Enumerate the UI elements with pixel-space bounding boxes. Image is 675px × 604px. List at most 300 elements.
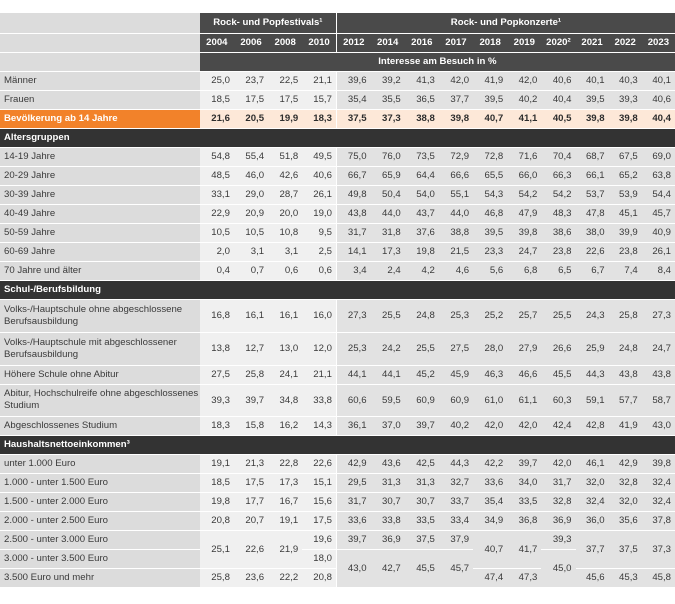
value-cell: 45,6 [576, 568, 609, 587]
value-cell: 15,8 [234, 416, 268, 435]
value-cell: 17,3 [268, 473, 302, 492]
header-group-row [0, 13, 675, 33]
table-row [0, 511, 675, 530]
value-cell: 67,5 [609, 147, 642, 166]
value-cell: 65,5 [473, 166, 507, 185]
year-header: 2019 [507, 33, 541, 52]
value-cell: 37,5 [609, 530, 642, 568]
value-cell: 25,5 [541, 299, 575, 332]
section-row [0, 435, 675, 454]
year-header: 2012 [336, 33, 370, 52]
value-cell: 35,4 [473, 492, 507, 511]
value-cell: 30,7 [405, 492, 439, 511]
value-cell: 21,3 [234, 454, 268, 473]
value-cell: 43,8 [642, 365, 675, 384]
table-row [0, 530, 675, 549]
row-label: 1.000 - unter 1.500 Euro [0, 473, 200, 492]
value-cell: 63,8 [642, 166, 675, 185]
row-label: 14-19 Jahre [0, 147, 200, 166]
value-cell: 23,7 [234, 71, 268, 90]
value-cell: 59,5 [371, 384, 405, 416]
value-cell: 54,3 [473, 185, 507, 204]
value-cell: 2,4 [371, 261, 405, 280]
value-cell: 46,8 [473, 204, 507, 223]
value-cell: 5,6 [473, 261, 507, 280]
row-label: 3.000 - unter 3.500 Euro [0, 549, 200, 568]
year-header: 2018 [473, 33, 507, 52]
value-cell: 24,7 [507, 242, 541, 261]
value-cell: 42,0 [507, 416, 541, 435]
value-cell: 38,0 [576, 223, 609, 242]
value-cell: 22,2 [268, 568, 302, 587]
value-cell: 54,8 [200, 147, 234, 166]
value-cell: 36,9 [371, 530, 405, 549]
value-cell: 20,7 [234, 511, 268, 530]
value-cell: 43,8 [609, 365, 642, 384]
value-cell: 36,5 [405, 90, 439, 109]
value-cell: 60,6 [336, 384, 370, 416]
value-cell: 44,0 [439, 204, 473, 223]
row-label: 20-29 Jahre [0, 166, 200, 185]
value-cell: 47,8 [576, 204, 609, 223]
value-cell: 60,9 [439, 384, 473, 416]
header-corner [0, 52, 200, 71]
value-cell: 66,0 [507, 166, 541, 185]
table-row [0, 223, 675, 242]
value-cell: 32,4 [642, 473, 675, 492]
row-label: Frauen [0, 90, 200, 109]
value-cell: 10,8 [268, 223, 302, 242]
value-cell: 2,5 [302, 242, 336, 261]
value-cell: 54,2 [507, 185, 541, 204]
row-label: 70 Jahre und älter [0, 261, 200, 280]
year-header: 2006 [234, 33, 268, 52]
row-label: Abgeschlossenes Studium [0, 416, 200, 435]
value-cell: 42,4 [541, 416, 575, 435]
value-cell: 31,7 [336, 492, 370, 511]
value-cell: 16,0 [302, 299, 336, 332]
value-cell: 55,1 [439, 185, 473, 204]
value-cell: 29,5 [336, 473, 370, 492]
value-cell: 43,8 [336, 204, 370, 223]
value-cell: 34,0 [507, 473, 541, 492]
value-cell: 4,2 [405, 261, 439, 280]
value-cell: 45,1 [609, 204, 642, 223]
value-cell: 68,7 [576, 147, 609, 166]
value-cell: 21,1 [302, 365, 336, 384]
value-cell: 49,8 [336, 185, 370, 204]
value-cell: 39,7 [336, 530, 370, 549]
value-cell: 29,0 [234, 185, 268, 204]
value-cell: 43,6 [371, 454, 405, 473]
value-cell: 17,7 [234, 492, 268, 511]
value-cell: 44,1 [371, 365, 405, 384]
value-cell: 35,4 [336, 90, 370, 109]
value-cell: 32,8 [541, 492, 575, 511]
header-subtitle-row [0, 52, 675, 71]
value-cell: 32,4 [576, 492, 609, 511]
value-cell: 16,1 [268, 299, 302, 332]
value-cell: 27,9 [507, 332, 541, 365]
value-cell: 73,5 [405, 147, 439, 166]
value-cell: 23,8 [541, 242, 575, 261]
value-cell: 39,5 [576, 90, 609, 109]
value-cell: 32,7 [439, 473, 473, 492]
table-row [0, 365, 675, 384]
group-concerts-header: Rock- und Popkonzerte¹ [336, 13, 675, 33]
value-cell: 22,6 [576, 242, 609, 261]
value-cell: 75,0 [336, 147, 370, 166]
value-cell: 20,5 [234, 109, 268, 128]
value-cell: 23,8 [609, 242, 642, 261]
value-cell: 33,5 [507, 492, 541, 511]
value-cell: 39,7 [405, 416, 439, 435]
value-cell: 32,0 [609, 492, 642, 511]
year-header: 2014 [371, 33, 405, 52]
year-header: 2021 [576, 33, 609, 52]
value-cell: 25,8 [609, 299, 642, 332]
header-corner [0, 33, 200, 52]
value-cell: 66,3 [541, 166, 575, 185]
value-cell: 19,1 [268, 511, 302, 530]
value-cell: 40,3 [609, 71, 642, 90]
table-row [0, 299, 675, 332]
value-cell: 28,0 [473, 332, 507, 365]
value-cell: 41,9 [473, 71, 507, 90]
value-cell: 8,4 [642, 261, 675, 280]
value-cell: 40,1 [576, 71, 609, 90]
value-cell: 45,5 [541, 365, 575, 384]
value-cell: 46,3 [473, 365, 507, 384]
value-cell: 39,3 [541, 530, 575, 549]
value-cell: 39,2 [371, 71, 405, 90]
row-label: 40-49 Jahre [0, 204, 200, 223]
value-cell: 48,3 [541, 204, 575, 223]
value-cell: 42,9 [336, 454, 370, 473]
value-cell: 69,0 [642, 147, 675, 166]
value-cell: 0,6 [302, 261, 336, 280]
year-header: 2017 [439, 33, 473, 52]
value-cell: 71,6 [507, 147, 541, 166]
value-cell: 33,5 [405, 511, 439, 530]
header-corner [0, 13, 200, 33]
value-cell: 6,7 [576, 261, 609, 280]
value-cell: 19,9 [268, 109, 302, 128]
value-cell: 0,4 [200, 261, 234, 280]
value-cell: 33,6 [336, 511, 370, 530]
value-cell: 28,7 [268, 185, 302, 204]
value-cell: 31,7 [336, 223, 370, 242]
value-cell: 37,5 [336, 109, 370, 128]
value-cell: 0,6 [268, 261, 302, 280]
section-header: Altersgruppen [0, 128, 675, 147]
value-cell: 48,5 [200, 166, 234, 185]
value-cell: 41,9 [609, 416, 642, 435]
table-row [0, 90, 675, 109]
value-cell: 25,3 [439, 299, 473, 332]
value-cell: 24,3 [576, 299, 609, 332]
value-cell: 60,3 [541, 384, 575, 416]
value-cell: 38,8 [405, 109, 439, 128]
value-cell: 14,3 [302, 416, 336, 435]
header-years-row [0, 33, 675, 52]
value-cell: 47,3 [507, 568, 541, 587]
value-cell: 40,6 [541, 71, 575, 90]
value-cell: 51,8 [268, 147, 302, 166]
value-cell: 42,6 [268, 166, 302, 185]
value-cell: 40,6 [642, 90, 675, 109]
value-cell: 13,8 [200, 332, 234, 365]
value-cell: 16,7 [268, 492, 302, 511]
value-cell: 61,1 [507, 384, 541, 416]
value-cell: 39,3 [200, 384, 234, 416]
value-cell: 53,9 [609, 185, 642, 204]
value-cell: 15,1 [302, 473, 336, 492]
value-cell: 20,0 [268, 204, 302, 223]
table-row [0, 204, 675, 223]
value-cell: 3,1 [234, 242, 268, 261]
value-cell: 40,9 [642, 223, 675, 242]
value-cell: 16,8 [200, 299, 234, 332]
year-header: 2023 [642, 33, 675, 52]
value-cell: 37,5 [405, 530, 439, 549]
value-cell: 40,6 [302, 166, 336, 185]
group-festivals-header: Rock- und Popfestivals¹ [200, 13, 337, 33]
value-cell: 44,1 [336, 365, 370, 384]
year-header: 2004 [200, 33, 234, 52]
value-cell: 24,1 [268, 365, 302, 384]
value-cell: 40,7 [473, 109, 507, 128]
value-cell: 34,9 [473, 511, 507, 530]
value-cell: 21,6 [200, 109, 234, 128]
value-cell: 47,9 [507, 204, 541, 223]
value-cell: 22,6 [302, 454, 336, 473]
value-cell: 37,9 [439, 530, 473, 549]
value-cell: 42,7 [371, 549, 405, 587]
value-cell: 27,5 [200, 365, 234, 384]
value-cell: 20,9 [234, 204, 268, 223]
value-cell: 25,3 [336, 332, 370, 365]
row-label: Volks-/Hauptschule mit abgeschlossener Berufsausbildung [0, 332, 200, 365]
value-cell: 57,7 [609, 384, 642, 416]
value-cell: 15,6 [302, 492, 336, 511]
value-cell: 33,8 [371, 511, 405, 530]
value-cell: 42,2 [473, 454, 507, 473]
year-header: 2008 [268, 33, 302, 52]
value-cell: 19,1 [200, 454, 234, 473]
value-cell: 40,7 [473, 530, 507, 568]
value-cell: 17,5 [234, 90, 268, 109]
section-row [0, 280, 675, 299]
row-label: Volks-/Hauptschule ohne abgeschlossene Berufsausbildung [0, 299, 200, 332]
row-label: Männer [0, 71, 200, 90]
value-cell: 3,4 [336, 261, 370, 280]
table-row [0, 416, 675, 435]
value-cell: 21,5 [439, 242, 473, 261]
value-cell: 65,2 [609, 166, 642, 185]
value-cell: 64,4 [405, 166, 439, 185]
table-row [0, 454, 675, 473]
value-cell: 22,9 [200, 204, 234, 223]
value-cell: 31,3 [371, 473, 405, 492]
data-table [0, 13, 675, 588]
value-cell: 13,0 [268, 332, 302, 365]
value-cell: 18,0 [302, 549, 336, 568]
value-cell: 25,8 [234, 365, 268, 384]
value-cell: 19,0 [302, 204, 336, 223]
value-cell: 12,7 [234, 332, 268, 365]
value-cell: 46,1 [576, 454, 609, 473]
value-cell: 31,8 [371, 223, 405, 242]
value-cell: 45,7 [642, 204, 675, 223]
value-cell: 26,6 [541, 332, 575, 365]
value-cell: 22,5 [268, 71, 302, 90]
value-cell: 25,8 [200, 568, 234, 587]
table-row [0, 109, 675, 128]
value-cell: 17,5 [234, 473, 268, 492]
value-cell: 34,8 [268, 384, 302, 416]
value-cell: 47,4 [473, 568, 507, 587]
value-cell: 55,4 [234, 147, 268, 166]
value-cell: 15,7 [302, 90, 336, 109]
value-cell: 32,4 [642, 492, 675, 511]
value-cell: 59,1 [576, 384, 609, 416]
value-cell: 36,1 [336, 416, 370, 435]
value-cell: 39,6 [336, 71, 370, 90]
value-cell: 39,8 [507, 223, 541, 242]
value-cell: 42,9 [609, 454, 642, 473]
value-cell: 43,0 [642, 416, 675, 435]
value-cell: 65,9 [371, 166, 405, 185]
value-cell: 60,9 [405, 384, 439, 416]
value-cell: 46,0 [234, 166, 268, 185]
value-cell: 40,2 [439, 416, 473, 435]
table-row [0, 147, 675, 166]
table-row [0, 549, 675, 568]
value-cell: 39,3 [609, 90, 642, 109]
value-cell: 18,5 [200, 90, 234, 109]
value-cell: 41,1 [507, 109, 541, 128]
value-cell: 16,1 [234, 299, 268, 332]
value-cell: 19,8 [200, 492, 234, 511]
value-cell: 37,3 [642, 530, 675, 568]
value-cell: 38,6 [541, 223, 575, 242]
row-label: 1.500 - unter 2.000 Euro [0, 492, 200, 511]
value-cell: 32,0 [576, 473, 609, 492]
value-cell: 45,9 [439, 365, 473, 384]
row-label: 60-69 Jahre [0, 242, 200, 261]
value-cell: 33,1 [200, 185, 234, 204]
value-cell: 32,8 [609, 473, 642, 492]
value-cell: 46,6 [507, 365, 541, 384]
value-cell: 43,0 [336, 549, 370, 587]
value-cell: 10,5 [200, 223, 234, 242]
row-label: 50-59 Jahre [0, 223, 200, 242]
value-cell: 38,8 [439, 223, 473, 242]
value-cell: 25,0 [200, 71, 234, 90]
value-cell: 44,3 [576, 365, 609, 384]
value-cell: 45,3 [609, 568, 642, 587]
value-cell: 22,6 [234, 530, 268, 568]
value-cell: 72,8 [473, 147, 507, 166]
row-label: Bevölkerung ab 14 Jahre [0, 109, 200, 128]
value-cell: 18,5 [200, 473, 234, 492]
value-cell: 37,7 [439, 90, 473, 109]
value-cell: 40,4 [541, 90, 575, 109]
value-cell: 25,9 [576, 332, 609, 365]
value-cell: 4,6 [439, 261, 473, 280]
year-header: 2020² [541, 33, 575, 52]
value-cell: 31,7 [541, 473, 575, 492]
value-cell: 37,7 [576, 530, 609, 568]
value-cell: 39,7 [234, 384, 268, 416]
value-cell: 18,3 [302, 109, 336, 128]
section-row [0, 128, 675, 147]
value-cell: 41,3 [405, 71, 439, 90]
value-cell: 7,4 [609, 261, 642, 280]
value-cell: 6,8 [507, 261, 541, 280]
table-row [0, 185, 675, 204]
value-cell: 53,7 [576, 185, 609, 204]
value-cell: 39,9 [609, 223, 642, 242]
value-cell: 33,7 [439, 492, 473, 511]
table-row [0, 166, 675, 185]
value-cell: 37,8 [642, 511, 675, 530]
value-cell: 54,2 [541, 185, 575, 204]
row-label: Höhere Schule ohne Abitur [0, 365, 200, 384]
value-cell: 39,7 [507, 454, 541, 473]
value-cell: 42,0 [541, 454, 575, 473]
value-cell: 40,1 [642, 71, 675, 90]
value-cell: 26,1 [642, 242, 675, 261]
value-cell: 25,5 [371, 299, 405, 332]
value-cell: 40,2 [507, 90, 541, 109]
value-cell: 33,4 [439, 511, 473, 530]
value-cell: 18,3 [200, 416, 234, 435]
value-cell: 61,0 [473, 384, 507, 416]
value-cell: 16,2 [268, 416, 302, 435]
value-cell: 36,0 [576, 511, 609, 530]
value-cell: 30,7 [371, 492, 405, 511]
value-cell: 35,5 [371, 90, 405, 109]
value-cell: 26,1 [302, 185, 336, 204]
value-cell: 25,2 [473, 299, 507, 332]
value-cell: 27,3 [336, 299, 370, 332]
value-cell: 41,7 [507, 530, 541, 568]
value-cell: 49,5 [302, 147, 336, 166]
value-cell: 24,2 [371, 332, 405, 365]
value-cell: 45,5 [405, 549, 439, 587]
value-cell: 27,3 [642, 299, 675, 332]
row-label: 30-39 Jahre [0, 185, 200, 204]
value-cell: 33,6 [473, 473, 507, 492]
year-header: 2016 [405, 33, 439, 52]
value-cell: 39,5 [473, 90, 507, 109]
value-cell: 24,7 [642, 332, 675, 365]
row-label: 2.000 - unter 2.500 Euro [0, 511, 200, 530]
value-cell: 20,8 [302, 568, 336, 587]
value-cell: 24,8 [405, 299, 439, 332]
table-row [0, 71, 675, 90]
section-header: Haushaltsnettoeinkommen³ [0, 435, 675, 454]
value-cell: 31,3 [405, 473, 439, 492]
value-cell: 76,0 [371, 147, 405, 166]
value-cell: 37,0 [371, 416, 405, 435]
value-cell: 37,6 [405, 223, 439, 242]
table-row [0, 242, 675, 261]
section-header: Schul-/Berufsbildung [0, 280, 675, 299]
value-cell: 14,1 [336, 242, 370, 261]
